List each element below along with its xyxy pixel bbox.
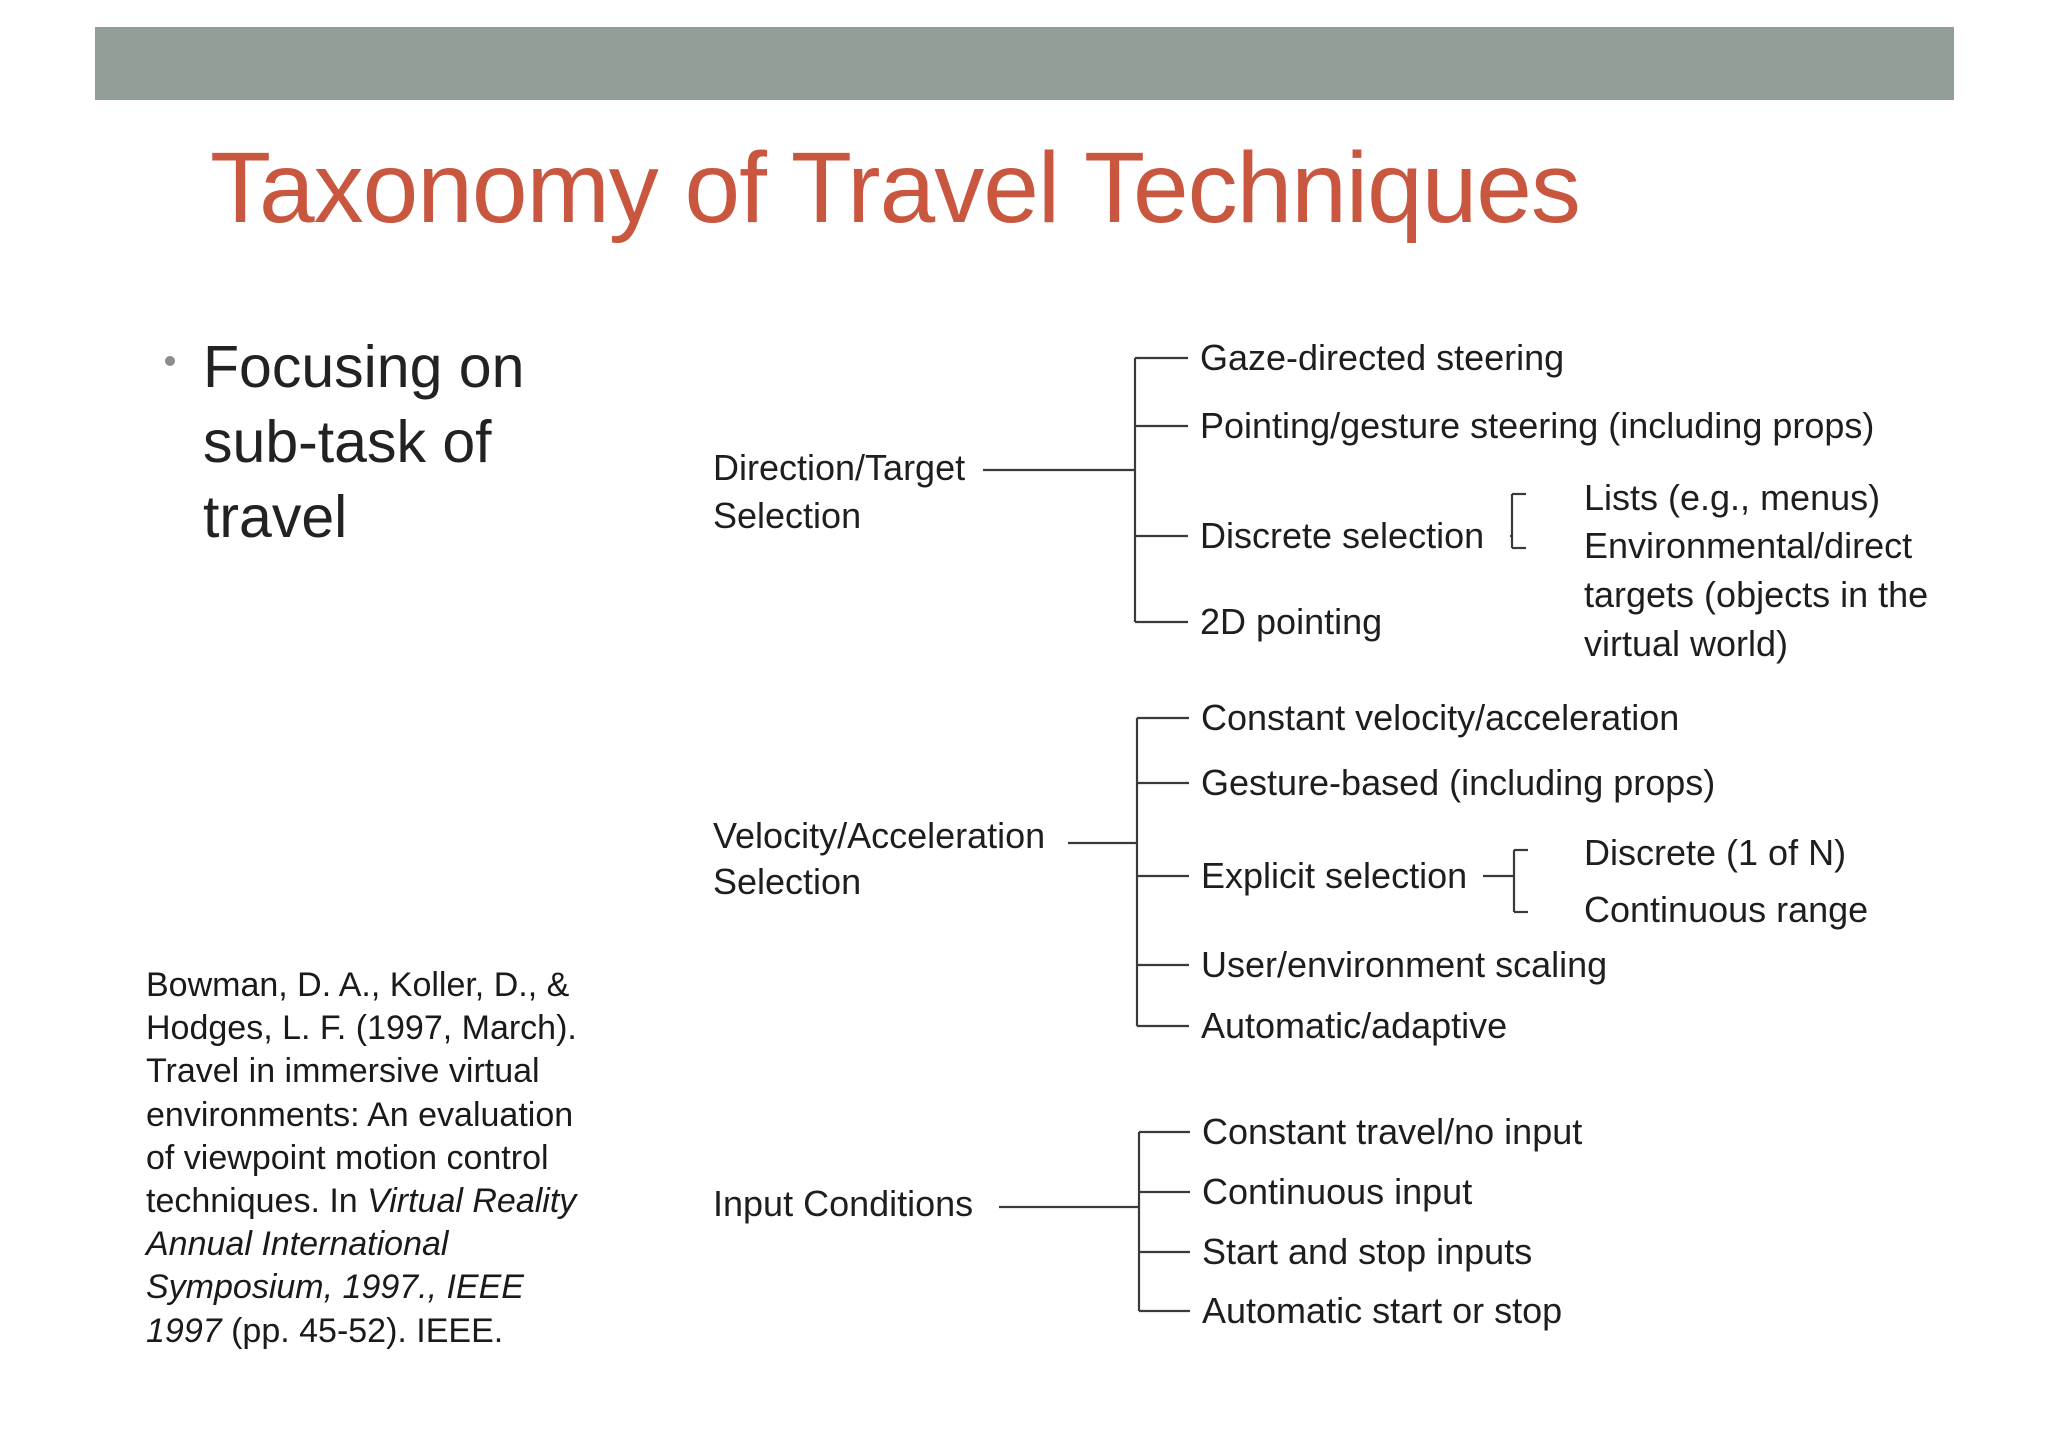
bullet-text-line: Focusing on	[203, 334, 525, 400]
technique-label: Gaze-directed steering	[1200, 337, 1565, 378]
sub-technique-label: Discrete (1 of N)	[1584, 832, 1847, 873]
technique-label: Explicit selection	[1201, 855, 1468, 896]
category-label: Direction/Target	[713, 447, 966, 488]
technique-label: Discrete selection	[1200, 515, 1485, 556]
reference-text: Travel in immersive virtual	[146, 1052, 540, 1090]
reference-text: Bowman, D. A., Koller, D., &	[146, 966, 570, 1004]
reference-text: of viewpoint motion control	[146, 1139, 549, 1177]
reference-italic-text: Symposium, 1997., IEEE	[146, 1268, 524, 1306]
category-label: Selection	[713, 495, 862, 536]
reference-italic-text: Virtual Reality	[367, 1182, 577, 1220]
technique-label: Continuous input	[1202, 1171, 1473, 1212]
reference-italic-text: Annual International	[146, 1225, 449, 1263]
technique-label: Automatic start or stop	[1202, 1290, 1563, 1331]
category-label: Input Conditions	[713, 1183, 974, 1224]
reference-italic-text: 1997	[146, 1312, 222, 1350]
category-label: Velocity/Acceleration	[713, 815, 1046, 856]
sub-technique-label: targets (objects in the	[1584, 574, 1929, 615]
sub-technique-label: Environmental/direct	[1584, 525, 1913, 566]
technique-label: Constant travel/no input	[1202, 1111, 1583, 1152]
category-label: Selection	[713, 861, 862, 902]
technique-label: 2D pointing	[1200, 601, 1383, 642]
sub-technique-label: Continuous range	[1584, 889, 1869, 930]
reference-text: (pp. 45-52). IEEE.	[221, 1312, 504, 1350]
reference-text: techniques. In	[146, 1182, 368, 1220]
technique-label: Start and stop inputs	[1202, 1231, 1533, 1272]
bullet-text-line: travel	[203, 484, 348, 550]
technique-label: Automatic/adaptive	[1201, 1005, 1508, 1046]
technique-label: Constant velocity/acceleration	[1201, 697, 1680, 738]
reference-text: Hodges, L. F. (1997, March).	[146, 1009, 577, 1047]
bullet-text-line: sub-task of	[203, 409, 492, 475]
technique-label: Gesture-based (including props)	[1201, 762, 1716, 803]
reference-text: environments: An evaluation	[146, 1096, 574, 1134]
technique-label: Pointing/gesture steering (including props)	[1200, 405, 1875, 446]
sub-technique-label: virtual world)	[1584, 623, 1789, 664]
technique-label: User/environment scaling	[1201, 944, 1608, 985]
slide-title: Taxonomy of Travel Techniques	[210, 132, 1580, 244]
sub-technique-label: Lists (e.g., menus)	[1584, 477, 1881, 518]
